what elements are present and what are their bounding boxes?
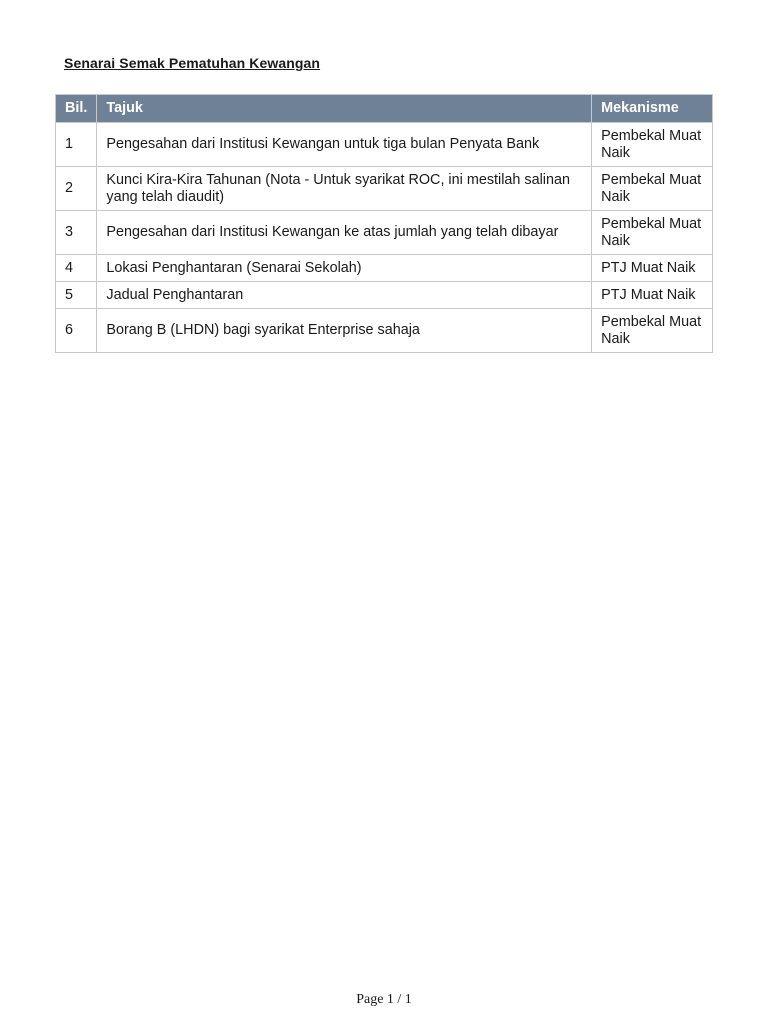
cell-mekanisme: Pembekal Muat Naik [592, 309, 713, 353]
cell-bil: 3 [56, 211, 97, 255]
header-bil: Bil. [56, 95, 97, 123]
compliance-checklist-table [55, 94, 713, 353]
cell-tajuk: Kunci Kira-Kira Tahunan (Nota - Untuk syarikat ROC, ini mestilah salinan yang telah diaudit) [97, 167, 592, 211]
cell-bil: 4 [56, 255, 97, 282]
table-row [56, 211, 713, 255]
page-number-footer: Page 1 / 1 [356, 992, 412, 1007]
header-tajuk: Tajuk [97, 95, 592, 123]
table-row [56, 255, 713, 282]
cell-bil: 5 [56, 282, 97, 309]
cell-mekanisme: Pembekal Muat Naik [592, 211, 713, 255]
cell-bil: 2 [56, 167, 97, 211]
cell-mekanisme: PTJ Muat Naik [592, 255, 713, 282]
cell-tajuk: Pengesahan dari Institusi Kewangan untuk tiga bulan Penyata Bank [97, 123, 592, 167]
cell-mekanisme: Pembekal Muat Naik [592, 167, 713, 211]
document-title: Senarai Semak Pematuhan Kewangan [64, 55, 321, 71]
table-row [56, 123, 713, 167]
cell-mekanisme: PTJ Muat Naik [592, 282, 713, 309]
cell-tajuk: Pengesahan dari Institusi Kewangan ke atas jumlah yang telah dibayar [97, 211, 592, 255]
table-header-row [56, 95, 713, 123]
table-body [56, 123, 713, 353]
table-row [56, 167, 713, 211]
cell-bil: 6 [56, 309, 97, 353]
cell-tajuk: Jadual Penghantaran [97, 282, 592, 309]
table-row [56, 282, 713, 309]
table-header [56, 95, 713, 123]
cell-tajuk: Borang B (LHDN) bagi syarikat Enterprise sahaja [97, 309, 592, 353]
cell-bil: 1 [56, 123, 97, 167]
cell-tajuk: Lokasi Penghantaran (Senarai Sekolah) [97, 255, 592, 282]
cell-mekanisme: Pembekal Muat Naik [592, 123, 713, 167]
header-mekanisme: Mekanisme [592, 95, 713, 123]
table-row [56, 309, 713, 353]
